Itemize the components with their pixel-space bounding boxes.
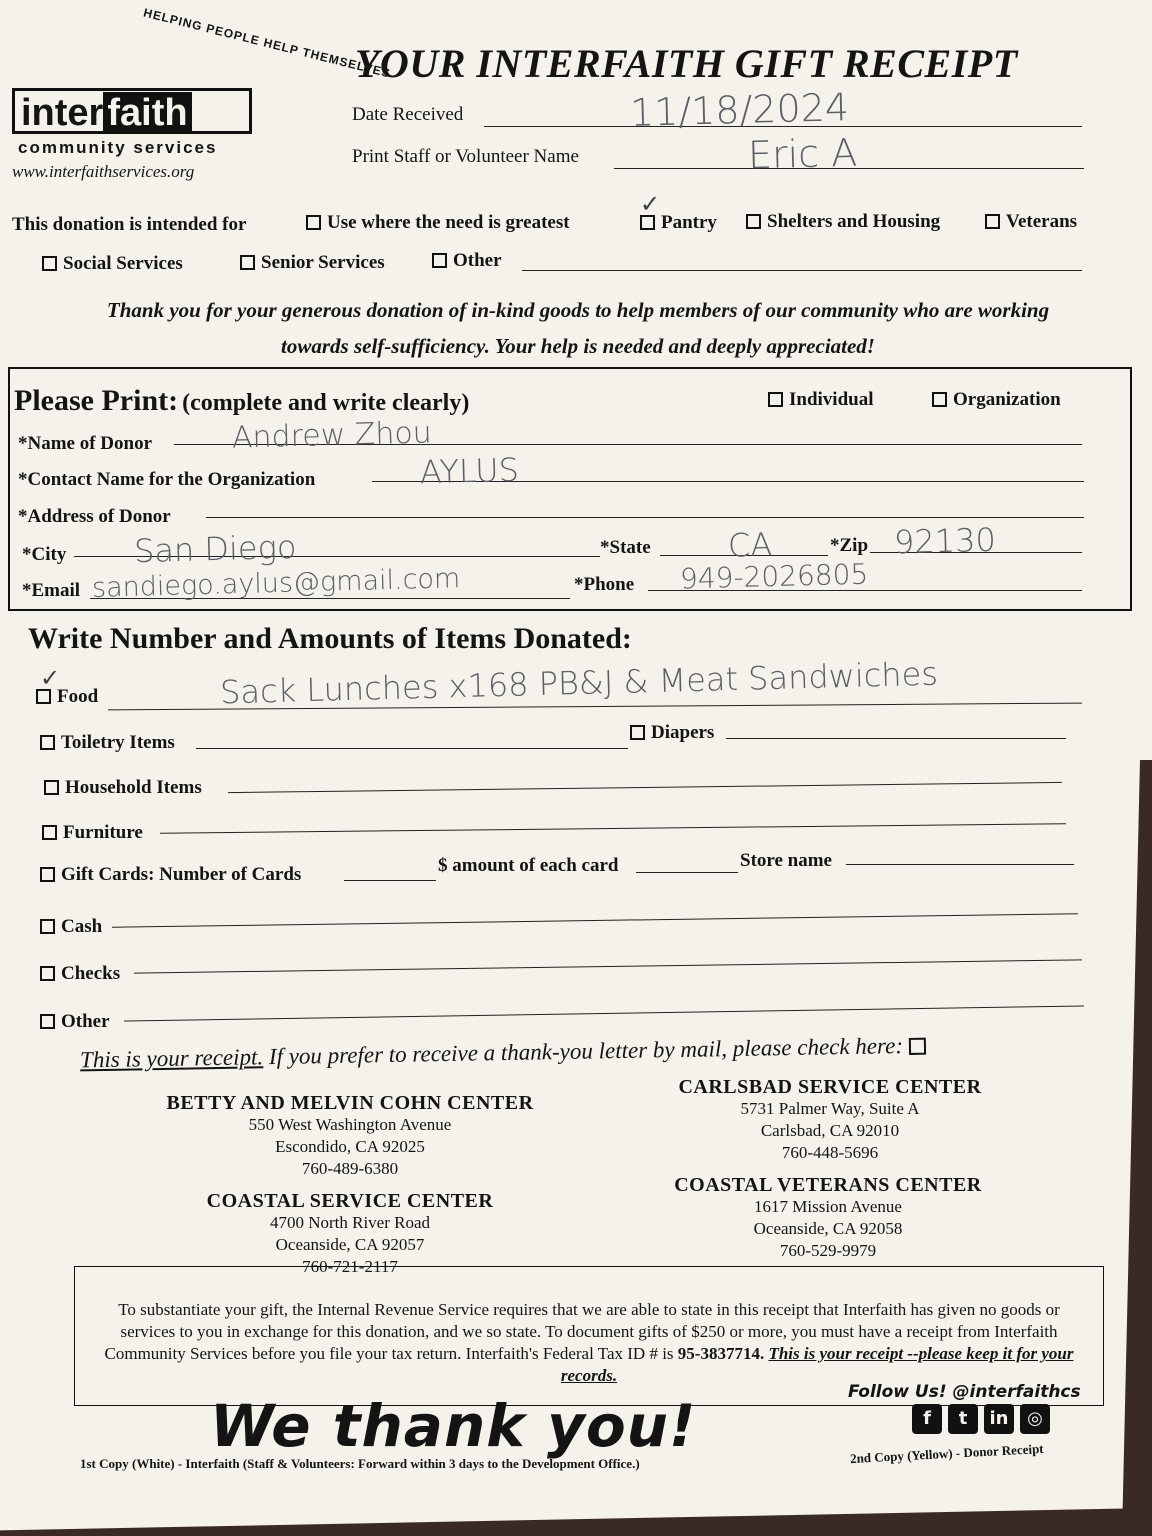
- item-other[interactable]: [40, 1011, 110, 1033]
- receipt-underlined: This is your receipt.: [79, 1044, 264, 1073]
- option-label: Other: [453, 250, 502, 271]
- item-cash[interactable]: [40, 916, 102, 938]
- phone-value[interactable]: 949-2026805: [679, 557, 869, 596]
- option-label: Veterans: [1006, 211, 1078, 232]
- donor-name-value[interactable]: Andrew Zhou: [231, 415, 433, 456]
- follow-us: Follow Us! @interfaithcs: [848, 1382, 1081, 1402]
- option-label: Individual: [789, 389, 874, 410]
- checkbox[interactable]: [40, 735, 55, 750]
- irs-text: To substantiate your gift, the Internal Revenue Service requires that we are able to state in this receipt that Interfaith has given no goods or services to you in exchange for this donation, and we so state. To document gifts of $250 or more, you must have a receipt from Interfaith Community Services before you file your tax return. Interfaith's Federal Tax ID # is: [104, 1300, 1060, 1363]
- other-line: [522, 270, 1082, 271]
- date-received-label: Date Received: [352, 104, 464, 125]
- type-individual[interactable]: [768, 389, 874, 411]
- cash-line: [112, 913, 1078, 927]
- option-label: Shelters and Housing: [767, 211, 941, 232]
- address-line: [206, 517, 1084, 518]
- item-label: Cash: [61, 916, 103, 937]
- checkbox[interactable]: [40, 919, 55, 934]
- zip-value[interactable]: 92130: [893, 520, 997, 562]
- irs-keep-note: This is your receipt --please keep it for your records.: [560, 1344, 1074, 1385]
- logo-faith: faith: [103, 92, 191, 134]
- linkedin-icon[interactable]: in: [984, 1404, 1014, 1434]
- intended-for-label: This donation is intended for: [12, 214, 247, 235]
- option-other[interactable]: [432, 250, 502, 272]
- item-toiletry[interactable]: [40, 732, 175, 754]
- item-furniture[interactable]: [42, 822, 143, 844]
- center-phone: 760-489-6380: [301, 1159, 399, 1178]
- checkmark-icon: ✓: [40, 664, 61, 692]
- checkbox[interactable]: [985, 214, 1000, 229]
- contact-name-value[interactable]: AYLUS: [419, 450, 520, 492]
- checkbox[interactable]: [746, 214, 761, 229]
- option-label: Senior Services: [261, 252, 385, 273]
- checkmark-icon: ✓: [640, 190, 661, 218]
- item-household[interactable]: [44, 777, 202, 799]
- we-thank-you: We thank you!: [210, 1392, 697, 1460]
- center-coastal: [160, 1190, 540, 1278]
- city-label: *City: [22, 544, 67, 565]
- contact-name-label: *Contact Name for the Organization: [18, 469, 316, 490]
- instagram-icon[interactable]: ◎: [1020, 1404, 1050, 1434]
- checkbox[interactable]: [432, 253, 447, 268]
- first-copy-note: 1st Copy (White) - Interfaith (Staff & Volunteers: Forward within 3 days to the Development Office.): [80, 1456, 640, 1471]
- thank-you-letter-request: [80, 1033, 932, 1074]
- center-city: Escondido, CA 92025: [275, 1137, 425, 1156]
- center-name: CARLSBAD SERVICE CENTER: [678, 1076, 982, 1098]
- subheading-text: (complete and write clearly): [182, 390, 470, 416]
- item-label: Checks: [61, 963, 121, 984]
- donor-info-heading: [14, 384, 469, 418]
- staff-name-label: Print Staff or Volunteer Name: [352, 146, 579, 167]
- heading-text: Please Print:: [14, 384, 179, 417]
- checkbox[interactable]: [630, 725, 645, 740]
- center-phone: 760-529-9979: [779, 1241, 877, 1260]
- option-label: Use where the need is greatest: [327, 212, 570, 233]
- center-cohn: [130, 1092, 570, 1180]
- option-social-services[interactable]: [42, 253, 183, 275]
- center-name: COASTAL VETERANS CENTER: [674, 1174, 982, 1196]
- item-gift-cards[interactable]: [40, 864, 301, 886]
- checkbox[interactable]: [40, 966, 55, 981]
- thank-you-letter-checkbox[interactable]: [909, 1038, 926, 1055]
- state-value[interactable]: CA: [727, 525, 773, 565]
- checks-line: [134, 959, 1082, 973]
- center-street: 550 West Washington Avenue: [248, 1115, 452, 1134]
- center-street: 5731 Palmer Way, Suite A: [740, 1099, 920, 1118]
- page-title: YOUR INTERFAITH GIFT RECEIPT: [355, 41, 1018, 86]
- checkbox[interactable]: [306, 215, 321, 230]
- email-value[interactable]: sandiego.aylus@gmail.com: [91, 563, 461, 604]
- food-value[interactable]: Sack Lunches x168 PB&J & Meat Sandwiches: [219, 654, 939, 712]
- gift-card-amount-line: [636, 872, 738, 873]
- logo-tagline: HELPING PEOPLE HELP THEMSELVES: [142, 5, 393, 81]
- option-label: Organization: [953, 389, 1061, 410]
- toiletry-line: [196, 748, 628, 749]
- center-name: BETTY AND MELVIN COHN CENTER: [166, 1092, 534, 1114]
- option-senior-services[interactable]: [240, 252, 385, 274]
- state-label: *State: [600, 537, 651, 558]
- interfaith-logo: [12, 88, 252, 134]
- center-city: Oceanside, CA 92057: [275, 1235, 425, 1254]
- background-edge-right: [1122, 760, 1152, 1536]
- receipt-rest: If you prefer to receive a thank-you letter by mail, please check here:: [268, 1033, 904, 1070]
- item-label: Gift Cards: Number of Cards: [61, 864, 302, 885]
- item-label: Toiletry Items: [61, 732, 175, 753]
- items-heading: Write Number and Amounts of Items Donated:: [28, 622, 632, 655]
- center-carlsbad: [640, 1076, 1020, 1164]
- center-street: 1617 Mission Avenue: [754, 1197, 902, 1216]
- donor-name-label: *Name of Donor: [18, 433, 153, 454]
- center-street: 4700 North River Road: [269, 1213, 431, 1232]
- item-label: Household Items: [65, 777, 202, 798]
- type-organization[interactable]: [932, 389, 1061, 411]
- item-diapers[interactable]: [630, 722, 714, 744]
- social-icons: [912, 1404, 1050, 1434]
- email-label: *Email: [22, 580, 81, 601]
- gift-cards-count-line: [344, 880, 436, 881]
- second-copy-note: 2nd Copy (Yellow) - Donor Receipt: [849, 1440, 1044, 1467]
- store-name-label: Store name: [740, 850, 832, 871]
- checkbox[interactable]: [42, 256, 57, 271]
- gift-card-amount-label: $ amount of each card: [438, 855, 619, 876]
- checkbox[interactable]: [240, 255, 255, 270]
- furniture-line: [160, 823, 1066, 833]
- logo-inter: inter: [21, 92, 104, 134]
- item-label: Diapers: [651, 722, 715, 743]
- staff-name-value[interactable]: Eric A: [747, 130, 858, 178]
- household-line: [228, 782, 1062, 793]
- logo-subtitle: community services: [18, 138, 218, 157]
- center-name: COASTAL SERVICE CENTER: [206, 1190, 494, 1212]
- zip-label: *Zip: [830, 535, 869, 556]
- option-label: Social Services: [63, 253, 183, 274]
- date-received-value[interactable]: 11/18/2024: [629, 85, 850, 135]
- background-edge-bottom: [0, 1508, 1152, 1536]
- center-city: Carlsbad, CA 92010: [760, 1121, 900, 1140]
- option-shelters[interactable]: [746, 211, 940, 233]
- item-label: Food: [57, 686, 99, 707]
- center-phone: 760-448-5696: [781, 1143, 879, 1162]
- option-label: Pantry: [661, 212, 717, 233]
- thank-you-message: Thank you for your generous donation of in-kind goods to help members of our community who are working towards self-sufficiency. Your help is needed and deeply appreciated!: [106, 298, 1050, 358]
- center-coastal-veterans: [638, 1174, 1018, 1262]
- center-phone: 760-721-2117: [302, 1257, 398, 1276]
- center-city: Oceanside, CA 92058: [753, 1219, 903, 1238]
- store-name-line: [846, 864, 1074, 865]
- address-label: *Address of Donor: [18, 506, 171, 527]
- item-checks[interactable]: [40, 963, 120, 985]
- item-label: Furniture: [63, 822, 143, 843]
- checkbox[interactable]: [768, 392, 783, 407]
- logo-url: www.interfaithservices.org: [12, 162, 195, 181]
- checkbox[interactable]: [44, 780, 59, 795]
- city-value[interactable]: San Diego: [133, 527, 297, 571]
- checkbox[interactable]: [932, 392, 947, 407]
- other-items-line: [124, 1005, 1084, 1021]
- twitter-icon[interactable]: t: [948, 1404, 978, 1434]
- phone-label: *Phone: [574, 574, 635, 595]
- checkbox[interactable]: [40, 867, 55, 882]
- facebook-icon[interactable]: f: [912, 1404, 942, 1434]
- diapers-line: [726, 738, 1066, 739]
- option-veterans[interactable]: [985, 211, 1077, 233]
- tax-id: 95-3837714.: [677, 1344, 765, 1363]
- checkbox[interactable]: [42, 825, 57, 840]
- option-greatest-need[interactable]: [306, 212, 570, 234]
- checkbox[interactable]: [40, 1014, 55, 1029]
- item-label: Other: [61, 1011, 110, 1032]
